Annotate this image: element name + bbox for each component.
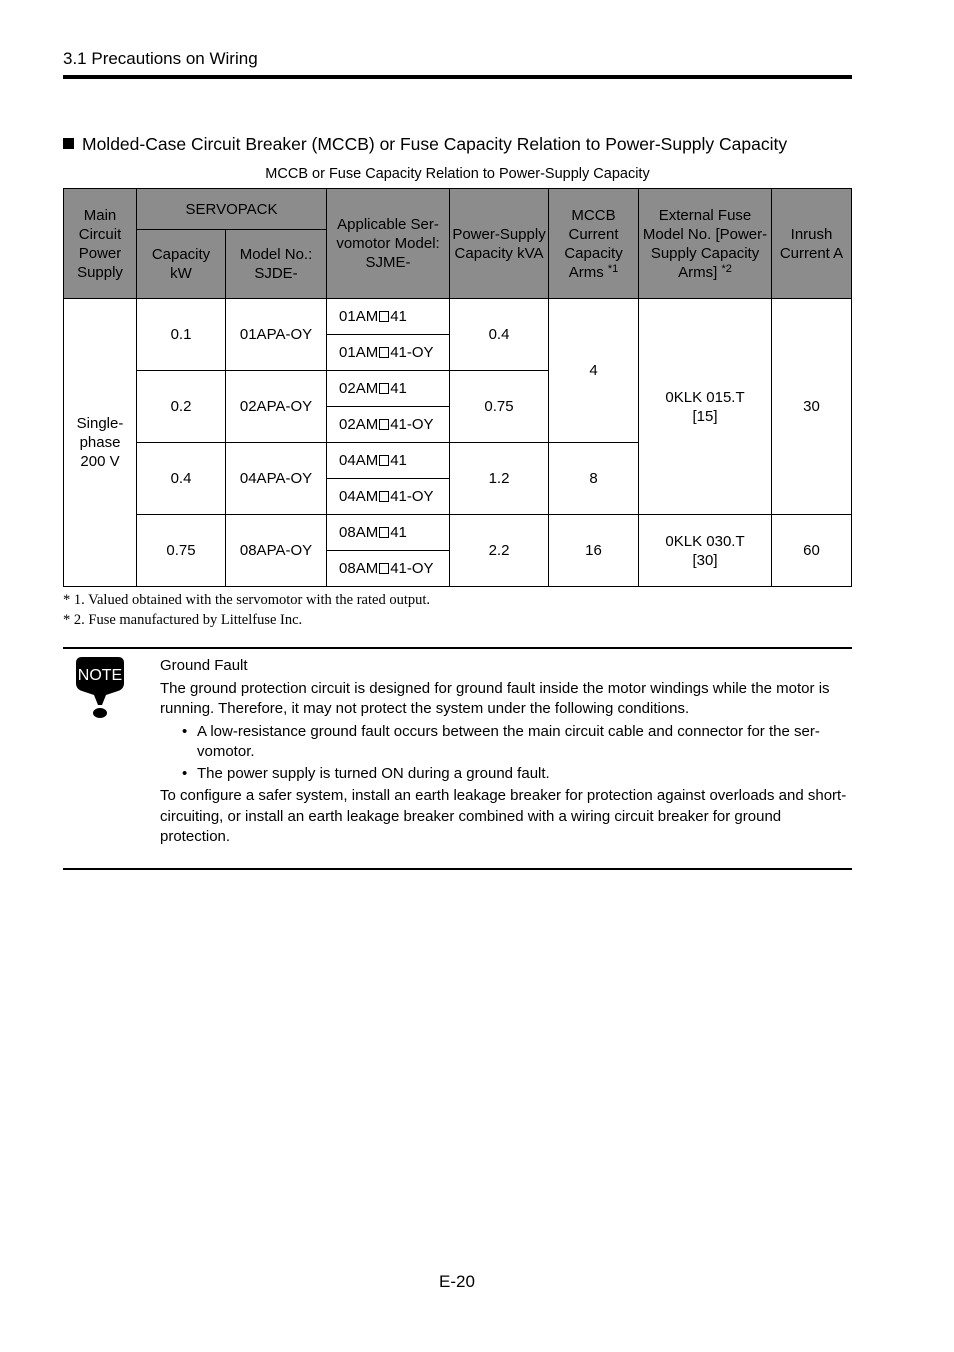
list-item <box>160 722 855 763</box>
header-main-circuit: Main Circuit Power Supply <box>64 189 137 299</box>
motor-suffix: 41 <box>390 524 407 541</box>
motor-prefix: 08AM <box>339 524 379 541</box>
note-paragraph-2: To configure a safer system, install an earth leakage breaker for protection against overloads and short-circuiting, or install an earth leakage breaker combined with a wiring circuit breaker for ground protection. <box>160 787 847 845</box>
placeholder-box-icon <box>379 419 389 430</box>
cell-model: 01APA-OY <box>226 299 327 371</box>
motor-suffix: 41 <box>390 452 407 469</box>
header-model-no: Model No.: SJDE- <box>226 230 327 299</box>
cell-servomotor <box>327 299 450 335</box>
header-fuse <box>639 189 772 299</box>
header-capacity: Capacity kW <box>137 230 226 299</box>
cell-mccb: 16 <box>549 515 639 587</box>
placeholder-box-icon <box>379 383 389 394</box>
cell-servomotor <box>327 551 450 587</box>
header-inrush: Inrush Current A <box>772 189 852 299</box>
header-fuse-text: External Fuse Model No. [Power-Supply Capacity Arms] <box>642 206 768 281</box>
cell-mccb: 8 <box>549 443 639 515</box>
mccb-capacity-table <box>63 188 852 587</box>
cell-capacity: 0.4 <box>137 443 226 515</box>
table-row <box>64 299 852 335</box>
cell-supply: Single-phase 200 V <box>64 299 137 587</box>
cell-kva: 0.75 <box>450 371 549 443</box>
motor-prefix: 04AM <box>339 488 379 505</box>
motor-suffix: 41 <box>390 380 407 397</box>
header-rule <box>63 75 852 79</box>
footnote-2: * 2. Fuse manufactured by Littelfuse Inc. <box>63 612 303 628</box>
footnote-ref-1: *1 <box>607 262 619 275</box>
page-number: E-20 <box>439 1272 475 1291</box>
section-title <box>63 134 787 155</box>
cell-capacity: 0.75 <box>137 515 226 587</box>
list-item <box>160 764 855 785</box>
fuse-rating: [30] <box>692 551 718 569</box>
bullet-text: The power supply is turned ON during a ground fault. <box>197 764 550 782</box>
placeholder-box-icon <box>379 347 389 358</box>
motor-prefix: 01AM <box>339 308 379 325</box>
cell-kva: 0.4 <box>450 299 549 371</box>
running-header: 3.1 Precautions on Wiring <box>63 49 258 68</box>
note-icon <box>70 655 130 721</box>
cell-model: 04APA-OY <box>226 443 327 515</box>
note-bottom-rule <box>63 868 852 870</box>
header-power-supply: Power-Supply Capacity kVA <box>450 189 549 299</box>
cell-servomotor <box>327 371 450 407</box>
cell-fuse <box>639 299 772 515</box>
note-top-rule <box>63 647 852 649</box>
motor-suffix: 41-OY <box>390 416 434 433</box>
cell-servomotor <box>327 515 450 551</box>
motor-suffix: 41-OY <box>390 344 434 361</box>
note-title: Ground Fault <box>160 657 248 674</box>
motor-prefix: 02AM <box>339 416 379 433</box>
cell-inrush: 30 <box>772 299 852 515</box>
footnote-ref-2: *2 <box>721 262 732 275</box>
bullet-icon: • <box>182 764 188 782</box>
placeholder-box-icon <box>379 563 389 574</box>
fuse-rating: [15] <box>692 407 718 425</box>
motor-prefix: 08AM <box>339 560 379 577</box>
bullet-icon: • <box>182 722 188 740</box>
motor-prefix: 04AM <box>339 452 379 469</box>
motor-prefix: 01AM <box>339 344 379 361</box>
bullet-text: A low-resistance ground fault occurs between the main circuit cable and connector for the ser-vomotor. <box>197 722 820 760</box>
motor-suffix: 41 <box>390 308 407 325</box>
section-title-text: Molded-Case Circuit Breaker (MCCB) or Fuse Capacity Relation to Power-Supply Capacity <box>82 134 788 154</box>
motor-suffix: 41-OY <box>390 488 434 505</box>
placeholder-box-icon <box>379 527 389 538</box>
motor-suffix: 41-OY <box>390 560 434 577</box>
cell-model: 08APA-OY <box>226 515 327 587</box>
cell-kva: 2.2 <box>450 515 549 587</box>
cell-mccb: 4 <box>549 299 639 443</box>
placeholder-box-icon <box>379 455 389 466</box>
header-mccb-text: MCCB Current Capacity Arms <box>564 206 623 281</box>
cell-kva: 1.2 <box>450 443 549 515</box>
cell-servomotor <box>327 407 450 443</box>
header-servomotor: Applicable Ser-vomotor Model: SJME- <box>327 189 450 299</box>
header-mccb <box>549 189 639 299</box>
note-paragraph-1: The ground protection circuit is designed for ground fault inside the motor windings while the motor is running. Therefore, it may not protect the system under the following conditions. <box>160 679 830 717</box>
footnote-1: * 1. Valued obtained with the servomotor with the rated output. <box>63 592 430 608</box>
cell-servomotor <box>327 335 450 371</box>
cell-model: 02APA-OY <box>226 371 327 443</box>
cell-fuse <box>639 515 772 587</box>
cell-servomotor <box>327 443 450 479</box>
fuse-model: 0KLK 030.T <box>665 532 745 550</box>
table-row <box>64 515 852 551</box>
header-servopack: SERVOPACK <box>137 189 327 230</box>
note-body <box>160 656 855 850</box>
cell-capacity: 0.2 <box>137 371 226 443</box>
note-icon-label: NOTE <box>77 667 123 684</box>
square-bullet-icon <box>63 138 74 149</box>
cell-capacity: 0.1 <box>137 299 226 371</box>
fuse-model: 0KLK 015.T <box>665 388 745 406</box>
motor-prefix: 02AM <box>339 380 379 397</box>
placeholder-box-icon <box>379 311 389 322</box>
placeholder-box-icon <box>379 491 389 502</box>
note-bullet-list <box>160 722 855 785</box>
cell-servomotor <box>327 479 450 515</box>
table-caption: MCCB or Fuse Capacity Relation to Power-Supply Capacity <box>265 166 650 182</box>
cell-inrush: 60 <box>772 515 852 587</box>
